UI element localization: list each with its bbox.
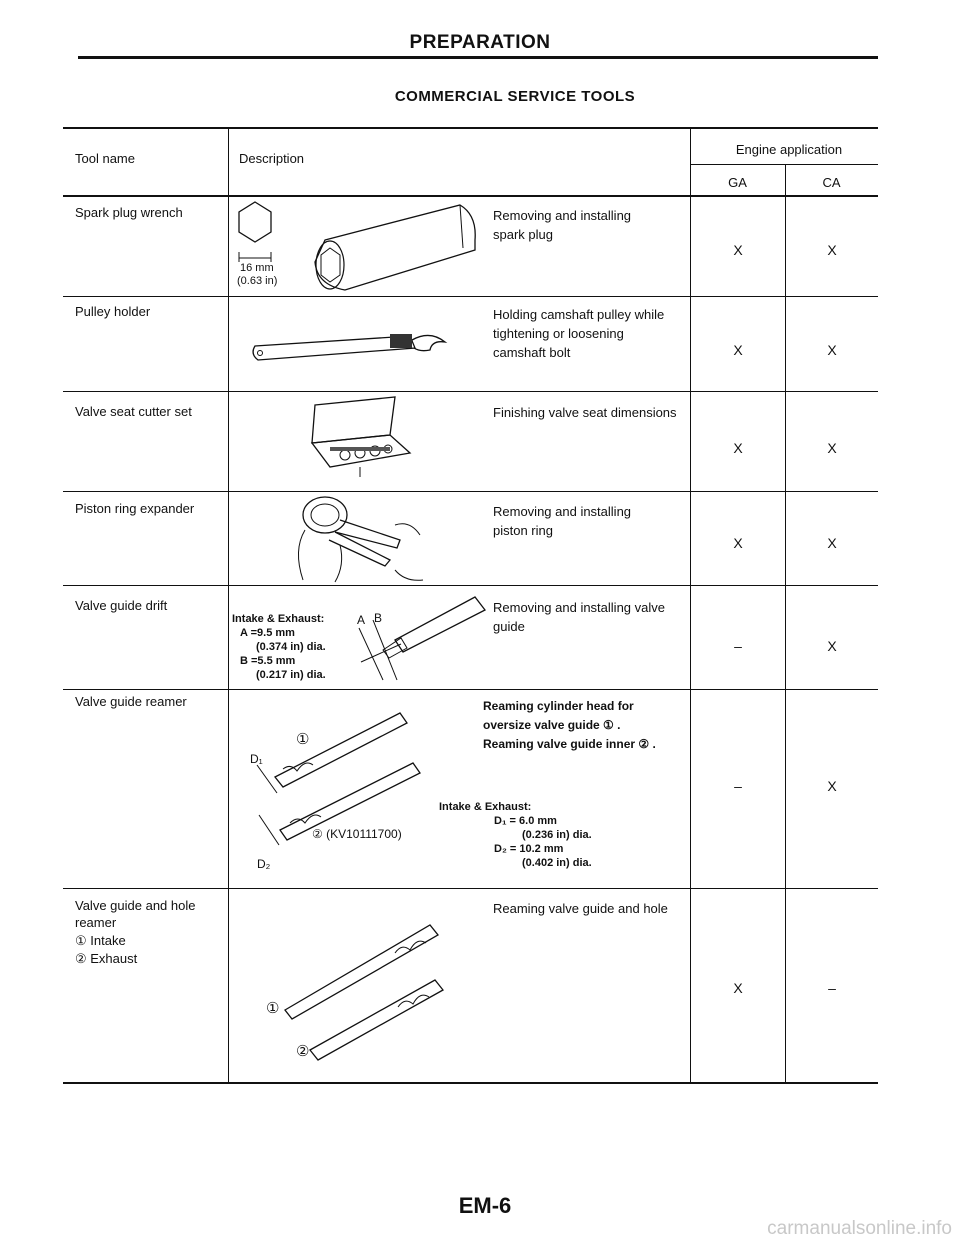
tool-name-continued: reamer <box>75 915 117 930</box>
tool-name: Valve guide and hole <box>75 898 196 913</box>
description-line: Reaming valve guide and hole <box>493 901 668 916</box>
description-line: Removing and installing <box>493 504 632 519</box>
description-line: camshaft bolt <box>493 345 571 360</box>
valve-seat-cutter-set-illustration <box>300 395 420 480</box>
ga-mark: X <box>733 242 743 258</box>
tool-name: Pulley holder <box>75 304 151 319</box>
ga-mark: X <box>733 342 743 358</box>
description-line: Reaming cylinder head for <box>483 699 634 713</box>
col-divider-tool <box>228 127 229 1083</box>
ga-mark: X <box>733 440 743 456</box>
ga-mark: – <box>734 638 742 654</box>
row-separator <box>63 391 878 392</box>
description-line: tightening or loosening <box>493 326 624 341</box>
header-engine-application: Engine application <box>735 142 843 157</box>
dimension-label-d1: D₁ <box>250 752 263 766</box>
ga-mark: X <box>733 535 743 551</box>
row-separator <box>63 296 878 297</box>
tool-variant-exhaust: ② Exhaust <box>75 951 138 966</box>
ga-mark: – <box>734 778 742 794</box>
description-line: Holding camshaft pulley while <box>493 307 665 322</box>
ca-mark: – <box>828 980 836 996</box>
dimension-label-b: B <box>374 611 383 625</box>
ca-mark: X <box>827 440 837 456</box>
dimension-label-a: A <box>357 613 366 627</box>
callout-1: ① <box>266 1000 280 1017</box>
row-separator <box>63 491 878 492</box>
table-bottom-rule <box>63 1082 878 1084</box>
ga-mark: X <box>733 980 743 996</box>
dimension-label-d2: D₂ <box>257 857 271 871</box>
tool-name: Valve guide drift <box>75 598 168 613</box>
tool-variant-intake: ① Intake <box>75 933 126 948</box>
spec-heading: Intake & Exhaust: <box>232 613 325 625</box>
description-line: Removing and installing valve <box>493 600 665 615</box>
ca-mark: X <box>827 638 837 654</box>
description-line: guide <box>493 619 525 634</box>
page-title: PREPARATION <box>409 32 551 53</box>
spec-line: (0.374 in) dia. <box>256 641 326 653</box>
tool-name: Piston ring expander <box>75 501 195 516</box>
col-divider-ga <box>785 164 786 1083</box>
header-ga: GA <box>728 175 747 190</box>
spec-line: (0.236 in) dia. <box>522 829 592 841</box>
spec-line: D₂ = 10.2 mm <box>494 843 564 855</box>
callout-2: ② <box>296 1043 310 1060</box>
header-tool-name: Tool name <box>75 151 135 166</box>
ca-mark: X <box>827 242 837 258</box>
watermark: carmanualsonline.info <box>767 1218 952 1239</box>
wrench-size-inch: (0.63 in) <box>237 275 278 287</box>
description-line: spark plug <box>493 227 553 242</box>
description-line: Reaming valve guide inner ② . <box>483 737 656 751</box>
piston-ring-expander-illustration <box>285 490 430 585</box>
pulley-holder-illustration <box>250 328 460 368</box>
row-separator <box>63 888 878 889</box>
ca-mark: X <box>827 535 837 551</box>
header-bottom-rule <box>63 195 878 197</box>
engine-header-divider <box>690 164 878 165</box>
wrench-size-label: 16 mm <box>240 262 274 274</box>
tool-name: Spark plug wrench <box>75 205 183 220</box>
spec-line: (0.217 in) dia. <box>256 669 326 681</box>
description-line: oversize valve guide ① . <box>483 718 621 732</box>
col-divider-desc <box>690 127 691 1083</box>
ca-mark: X <box>827 778 837 794</box>
page-number: EM-6 <box>458 1193 512 1218</box>
title-rule <box>78 56 878 59</box>
spec-line: B =5.5 mm <box>240 655 296 667</box>
section-subtitle: COMMERCIAL SERVICE TOOLS <box>394 88 636 105</box>
header-description: Description <box>239 151 305 166</box>
table-top-rule <box>63 127 878 129</box>
row-separator <box>63 585 878 586</box>
header-ca: CA <box>822 175 841 190</box>
valve-guide-drift-illustration <box>355 592 495 682</box>
spec-line: A =9.5 mm <box>240 627 295 639</box>
description-line: Removing and installing <box>493 208 632 223</box>
description-line: Finishing valve seat dimensions <box>493 405 677 420</box>
callout-1: ① <box>296 731 310 748</box>
ca-mark: X <box>827 342 837 358</box>
spec-line: (0.402 in) dia. <box>522 857 592 869</box>
description-line: piston ring <box>493 523 553 538</box>
spec-heading: Intake & Exhaust: <box>439 801 532 813</box>
callout-2-part-number: ② (KV10111700) <box>312 827 402 841</box>
tool-name: Valve guide reamer <box>75 694 187 709</box>
spec-line: D₁ = 6.0 mm <box>494 815 557 827</box>
tool-name: Valve seat cutter set <box>75 404 192 419</box>
row-separator <box>63 689 878 690</box>
